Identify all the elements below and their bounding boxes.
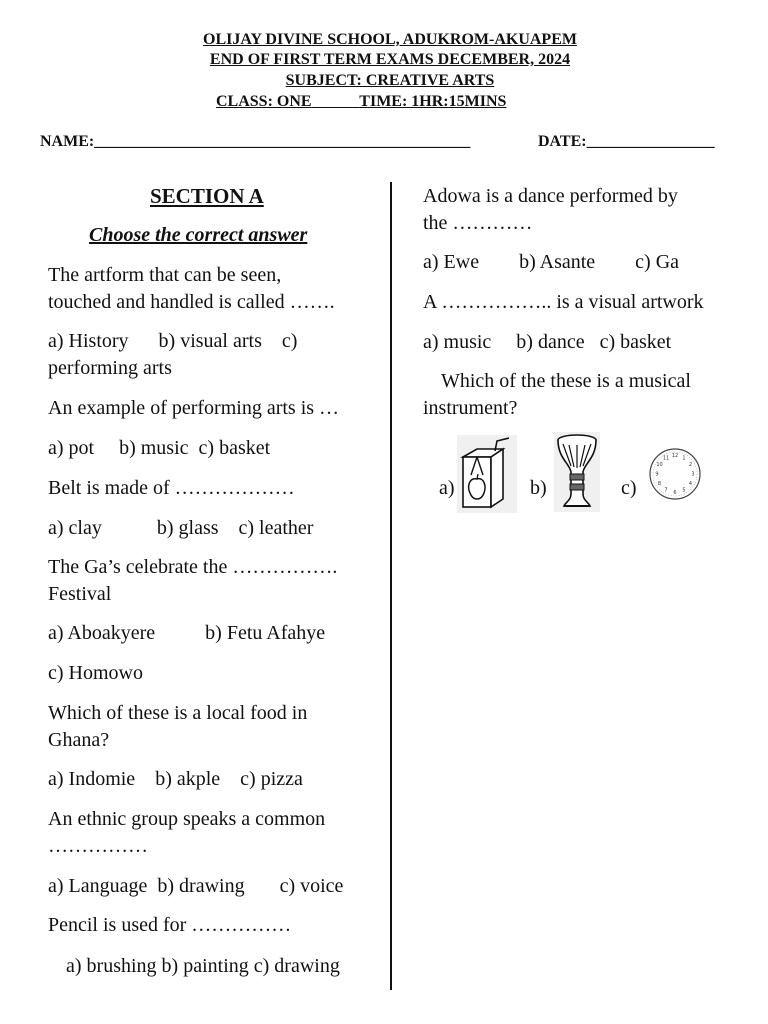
question-1-line-1: The artform that can be seen, (48, 264, 282, 286)
svg-text:2: 2 (688, 462, 693, 468)
class-time-line (216, 92, 506, 112)
question-5-line-2: Ghana? (48, 729, 110, 751)
svg-text:1: 1 (682, 455, 686, 462)
svg-text:10: 10 (656, 462, 663, 468)
question-4-line-2: Festival (48, 583, 112, 605)
svg-text:5: 5 (682, 487, 686, 494)
question-9-options: a) music b) dance c) basket (423, 331, 672, 353)
svg-text:7: 7 (664, 487, 668, 494)
question-7: Pencil is used for …………… (48, 914, 292, 936)
question-3-options: a) clay b) glass c) leather (48, 517, 314, 539)
class-label: CLASS: ONE (216, 93, 312, 110)
question-5-options: a) Indomie b) akple c) pizza (48, 768, 303, 790)
question-8-line-1: Adowa is a dance performed by (423, 185, 678, 207)
option-a-label: a) (439, 477, 455, 499)
school-name: OLIJAY DIVINE SCHOOL, ADUKROM-AKUAPEM (203, 31, 577, 48)
question-10-line-2: instrument? (423, 397, 518, 419)
question-8-options: a) Ewe b) Asante c) Ga (423, 251, 680, 273)
svg-text:12: 12 (671, 453, 679, 459)
question-3: Belt is made of ……………… (48, 477, 295, 499)
question-6-line-2: …………… (48, 835, 148, 857)
question-7-options: a) brushing b) painting c) drawing (66, 955, 340, 977)
question-6-options: a) Language b) drawing c) voice (48, 875, 344, 897)
question-10-line-1: Which of the these is a musical (441, 370, 691, 392)
date-field: DATE:________________ (538, 133, 715, 150)
question-5-line-1: Which of these is a local food in (48, 702, 308, 724)
exam-title: END OF FIRST TERM EXAMS DECEMBER, 2024 (209, 51, 571, 68)
name-field: NAME:_______________________________________________ (40, 133, 471, 150)
svg-text:8: 8 (657, 481, 662, 487)
question-4-line-1: The Ga’s celebrate the ……………. (48, 556, 338, 578)
column-divider (390, 182, 392, 990)
question-1-line-2: touched and handled is called ……. (48, 291, 335, 313)
question-1-options-cont: performing arts (48, 357, 172, 379)
juice-box-icon (457, 435, 517, 513)
subject-line: SUBJECT: CREATIVE ARTS (285, 72, 495, 89)
question-2-options: a) pot b) music c) basket (48, 437, 271, 459)
drum-icon (554, 432, 600, 512)
svg-text:11: 11 (662, 455, 670, 462)
option-b-label: b) (530, 477, 547, 499)
time-label: TIME: 1HR:15MINS (359, 93, 507, 110)
question-2: An example of performing arts is … (48, 397, 340, 419)
svg-text:4: 4 (688, 481, 693, 487)
question-4-options: a) Aboakyere b) Fetu Afahye (48, 622, 326, 644)
question-4-options-cont: c) Homowo (48, 662, 143, 684)
question-9: A …………….. is a visual artwork (423, 291, 704, 313)
question-1-options: a) History b) visual arts c) (48, 330, 298, 352)
section-title: SECTION A (150, 184, 264, 208)
svg-text:3: 3 (691, 471, 695, 478)
instruction: Choose the correct answer (89, 224, 308, 246)
question-8-line-2: the ………… (423, 212, 533, 234)
svg-text:6: 6 (673, 490, 677, 496)
option-c-label: c) (621, 477, 637, 499)
clock-icon (648, 447, 702, 501)
svg-text:9: 9 (655, 471, 659, 478)
question-6-line-1: An ethnic group speaks a common (48, 808, 326, 830)
